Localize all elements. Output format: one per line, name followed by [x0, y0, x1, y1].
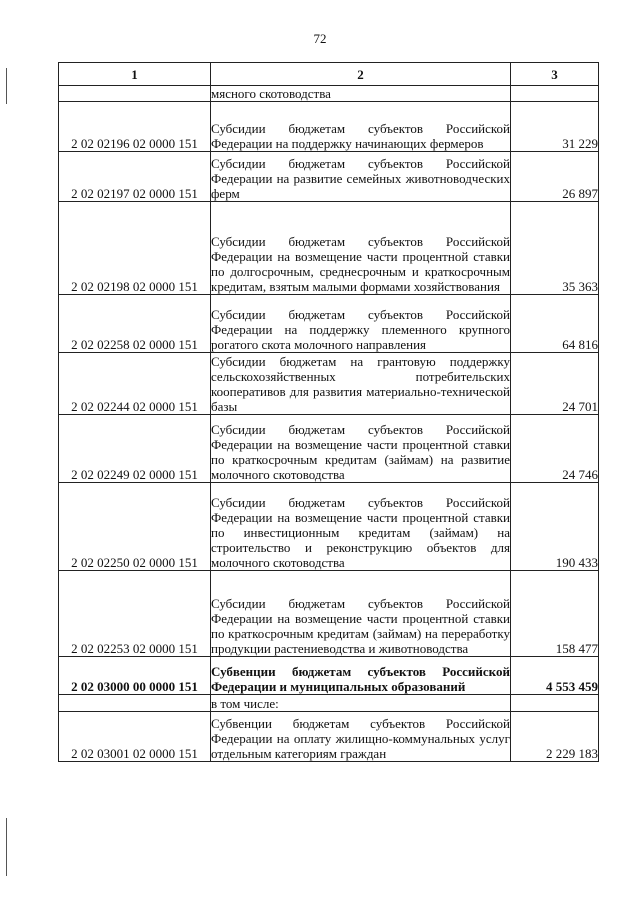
table-header-row — [59, 63, 599, 86]
description-cell: в том числе: — [211, 695, 511, 712]
description-cell: Субвенции бюджетам субъектов Российской Федерации на оплату жилищно-коммунальных услуг отдельным категориям граждан — [211, 712, 511, 762]
code-cell — [59, 695, 211, 712]
budget-revenue-table — [58, 62, 599, 762]
code-cell — [59, 86, 211, 102]
table-row — [59, 353, 599, 415]
code-cell: 2 02 02249 02 0000 151 — [59, 415, 211, 483]
description-cell: Субсидии бюджетам субъектов Российской Федерации на возмещение части процентной ставки по долгосрочным, среднесрочным и краткосрочным кредитам, взятым малыми формами хозяйствования — [211, 202, 511, 295]
column-header-amount: 3 — [511, 63, 599, 86]
table-row — [59, 695, 599, 712]
table-body — [59, 86, 599, 762]
amount-cell: 24 746 — [511, 415, 599, 483]
code-cell: 2 02 02197 02 0000 151 — [59, 152, 211, 202]
amount-cell: 190 433 — [511, 483, 599, 571]
table-row — [59, 571, 599, 657]
amount-cell — [511, 86, 599, 102]
description-cell: Субсидии бюджетам субъектов Российской Федерации на возмещение части процентной ставки по инвестиционным кредитам (займам) на строительство и реконструкцию объектов для молочного скотоводства — [211, 483, 511, 571]
table-row — [59, 152, 599, 202]
amount-cell: 24 701 — [511, 353, 599, 415]
description-cell: Субсидии бюджетам субъектов Российской Федерации на поддержку начинающих фермеров — [211, 102, 511, 152]
amount-cell: 4 553 459 — [511, 657, 599, 695]
description-cell: Субсидии бюджетам субъектов Российской Федерации на развитие семейных животноводческих ферм — [211, 152, 511, 202]
description-cell: Субсидии бюджетам субъектов Российской Федерации на поддержку племенного крупного рогатого скота молочного направления — [211, 295, 511, 353]
page-number: 72 — [313, 31, 327, 46]
code-cell: 2 02 02196 02 0000 151 — [59, 102, 211, 152]
code-cell: 2 02 02253 02 0000 151 — [59, 571, 211, 657]
amount-cell — [511, 695, 599, 712]
code-cell: 2 02 02244 02 0000 151 — [59, 353, 211, 415]
table-row — [59, 202, 599, 295]
amount-cell: 2 229 183 — [511, 712, 599, 762]
table-row — [59, 657, 599, 695]
code-cell: 2 02 03000 00 0000 151 — [59, 657, 211, 695]
amount-cell: 26 897 — [511, 152, 599, 202]
code-cell: 2 02 02198 02 0000 151 — [59, 202, 211, 295]
scan-margin-mark — [6, 68, 7, 104]
amount-cell: 64 816 — [511, 295, 599, 353]
description-cell: Субвенции бюджетам субъектов Российской Федерации и муниципальных образований — [211, 657, 511, 695]
table-row — [59, 415, 599, 483]
column-header-description: 2 — [211, 63, 511, 86]
table-row — [59, 86, 599, 102]
code-cell: 2 02 02258 02 0000 151 — [59, 295, 211, 353]
code-cell: 2 02 03001 02 0000 151 — [59, 712, 211, 762]
description-cell: мясного скотоводства — [211, 86, 511, 102]
amount-cell: 158 477 — [511, 571, 599, 657]
description-cell: Субсидии бюджетам субъектов Российской Федерации на возмещение части процентной ставки по краткосрочным кредитам (займам) на развитие молочного скотоводства — [211, 415, 511, 483]
column-header-code: 1 — [59, 63, 211, 86]
amount-cell: 31 229 — [511, 102, 599, 152]
table-row — [59, 102, 599, 152]
scan-margin-mark — [6, 818, 7, 876]
amount-cell: 35 363 — [511, 202, 599, 295]
table-row — [59, 712, 599, 762]
code-cell: 2 02 02250 02 0000 151 — [59, 483, 211, 571]
description-cell: Субсидии бюджетам на грантовую поддержку сельскохозяйственных потребительских кооперативов для развития материально-технической базы — [211, 354, 510, 414]
table-row — [59, 483, 599, 571]
description-cell: Субсидии бюджетам субъектов Российской Федерации на возмещение части процентной ставки по краткосрочным кредитам (займам) на переработку продукции растениеводства и животноводства — [211, 571, 511, 657]
table-row — [59, 295, 599, 353]
